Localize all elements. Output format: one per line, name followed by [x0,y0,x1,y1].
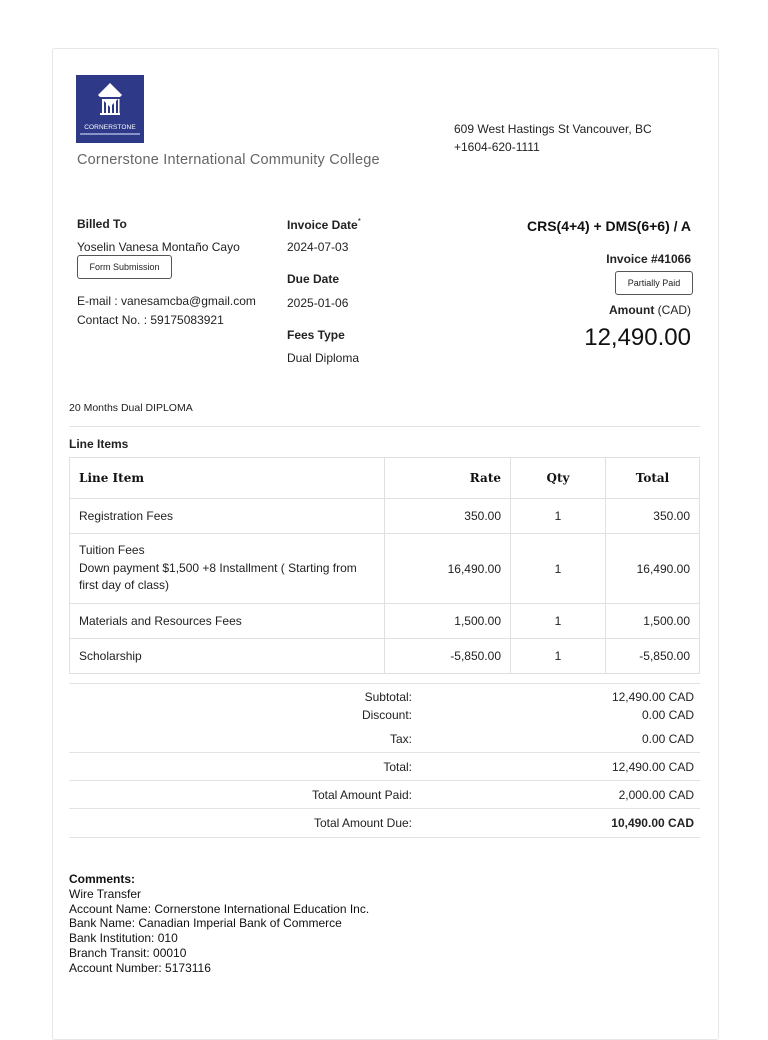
comment-line: Account Name: Cornerstone International Education Inc. [69,901,370,916]
total-value: 12,490.00 CAD [611,760,694,774]
discount-value: 0.00 CAD [641,708,694,722]
program-code: CRS(4+4) + DMS(6+6) / A [526,218,691,234]
discount-label: Discount: [361,708,412,722]
table-row [70,604,700,639]
billed-to-label: Billed To [77,217,127,231]
status-badge: Partially Paid [615,271,693,295]
cell-qty: 1 [511,639,606,674]
billed-to-contact: Contact No. : 59175083921 [77,313,224,327]
amount-label [609,303,691,317]
cell-total: -5,850.00 [606,639,700,674]
cell-item: Materials and Resources Fees [70,604,385,639]
program-description: 20 Months Dual DIPLOMA [69,402,193,414]
divider [69,426,700,427]
invoice-date-label [287,217,361,232]
comment-line: Wire Transfer [69,886,142,901]
cell-item [70,534,385,604]
college-contact [454,120,652,156]
building-icon [76,75,144,125]
paid-value: 2,000.00 CAD [618,788,694,802]
college-phone: +1604-620-1111 [454,140,540,154]
cell-total: 16,490.00 [606,534,700,604]
cell-rate: 16,490.00 [385,534,511,604]
line-items-table [69,457,700,674]
billed-to-email: E-mail : vanesamcba@gmail.com [77,294,256,308]
cell-item: Scholarship [70,639,385,674]
table-row [70,499,700,534]
col-line-item: Line Item [70,458,385,499]
comment-line: Branch Transit: 00010 [69,945,187,960]
comment-line: Bank Institution: 010 [69,931,178,946]
college-logo [76,75,144,143]
comments [69,872,369,976]
divider [69,808,700,809]
cell-item-title: Tuition Fees [79,543,145,558]
amount-label-text: Amount [609,303,655,317]
total-label: Total: [383,760,412,774]
logo-text: CORNERSTONE [84,124,136,131]
paid-label: Total Amount Paid: [311,788,412,802]
comment-line: Bank Name: Canadian Imperial Bank of Commerce [69,916,342,931]
fees-type: Dual Diploma [287,351,360,365]
due-date-label: Due Date [287,272,340,286]
cell-rate: 350.00 [385,499,511,534]
subtotal-value: 12,490.00 CAD [611,690,694,704]
cell-qty: 1 [511,604,606,639]
invoice-number: Invoice #41066 [606,252,691,266]
comment-line: Account Number: 5173116 [69,960,211,975]
col-rate: Rate [385,458,511,499]
college-name: Cornerstone International Community College [77,152,380,168]
divider [69,752,700,753]
invoice-date-label-text: Invoice Date [287,218,358,232]
logo-underline [80,133,140,135]
comments-label: Comments: [69,872,136,886]
cell-qty: 1 [511,534,606,604]
col-total: Total [606,458,700,499]
cell-total: 1,500.00 [606,604,700,639]
billed-to-name: Yoselin Vanesa Montaño Cayo [77,240,240,254]
divider [69,780,700,781]
table-header-row [70,458,700,499]
cell-qty: 1 [511,499,606,534]
college-address: 609 West Hastings St Vancouver, BC [454,122,652,136]
tax-value: 0.00 CAD [641,732,694,746]
subtotal-label: Subtotal: [364,690,412,704]
required-marker: * [357,217,361,226]
tax-label: Tax: [389,732,412,746]
invoice-amount: 12,490.00 [584,324,691,351]
fees-type-label: Fees Type [287,328,345,342]
col-qty: Qty [511,458,606,499]
divider [69,683,700,684]
due-value: 10,490.00 CAD [611,816,694,830]
cell-rate: -5,850.00 [385,639,511,674]
divider [69,837,700,838]
due-label: Total Amount Due: [313,816,412,830]
form-submission-button[interactable]: Form Submission [77,255,172,279]
due-date: 2025-01-06 [287,296,349,310]
line-items-title: Line Items [69,437,129,451]
cell-rate: 1,500.00 [385,604,511,639]
table-row [70,639,700,674]
table-row [70,534,700,604]
invoice-date: 2024-07-03 [287,240,349,254]
cell-item-detail: Down payment $1,500 +8 Installment ( Starting from first day of class) [79,560,357,593]
cell-total: 350.00 [606,499,700,534]
cell-item: Registration Fees [70,499,385,534]
amount-currency: (CAD) [657,303,691,317]
